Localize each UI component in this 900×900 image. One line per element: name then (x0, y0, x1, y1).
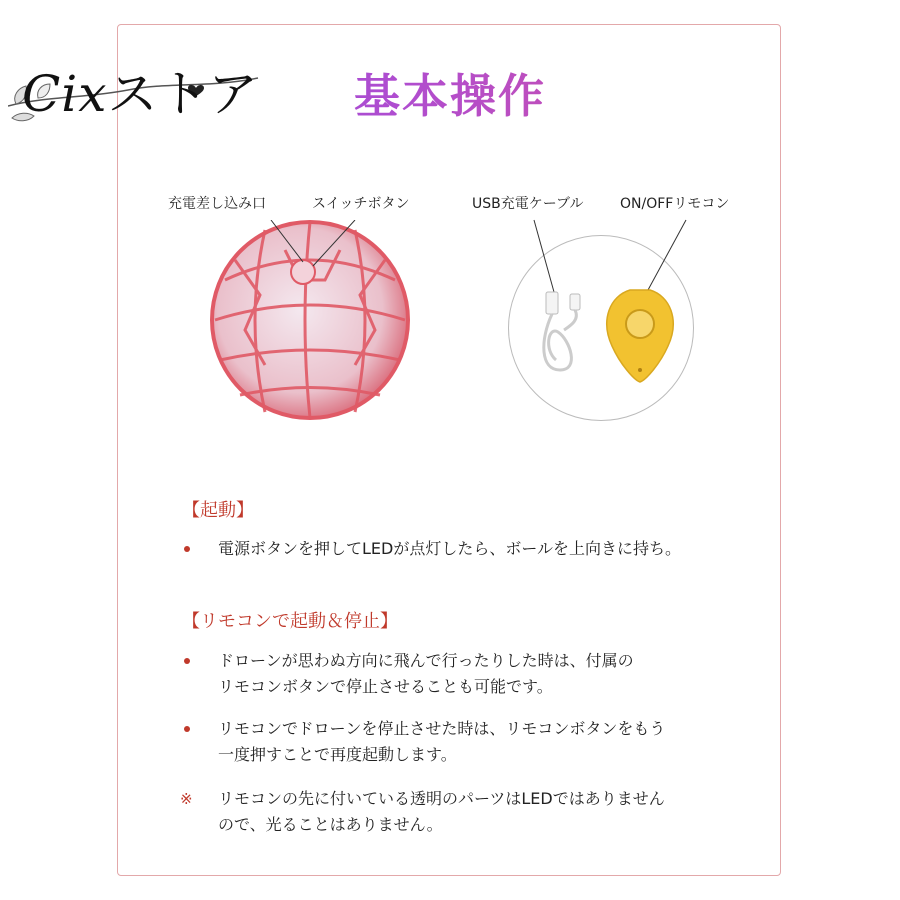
section-remote-heading (182, 607, 398, 633)
list-item (184, 536, 744, 562)
note-item (180, 786, 744, 838)
accessories-image (500, 210, 720, 430)
bullet-icon (184, 546, 190, 552)
switch-button-label: スイッチボタン (312, 196, 410, 212)
usb-cable-icon (544, 292, 580, 370)
note-symbol: ※ (180, 790, 193, 808)
section-title: 【起動】 (182, 500, 254, 521)
page-title: 基本操作 (0, 60, 900, 126)
remote-label: ON/OFFリモコン (620, 196, 730, 212)
note-text: リモコンの先に付いている透明のパーツはLEDではありません ので、光ることはありません。 (218, 789, 665, 834)
item-text: ドローンが思わぬ方向に飛んで行ったりした時は、付属の リモコンボタンで停止させることも可能です。 (218, 651, 634, 696)
list-item (184, 648, 744, 700)
usb-cable-label: USB充電ケーブル (472, 196, 584, 212)
section-startup-heading (182, 496, 254, 522)
charge-port-label: 充電差し込み口 (168, 196, 266, 212)
bullet-icon (184, 658, 190, 664)
remote-icon (607, 290, 673, 382)
section-title: 【リモコンで起動＆停止】 (182, 611, 398, 632)
item-text: 電源ボタンを押してLEDが点灯したら、ボールを上向きに持ち。 (218, 539, 682, 558)
bullet-icon (184, 726, 190, 732)
flying-ball-image (205, 220, 415, 424)
list-item (184, 716, 744, 768)
item-text: リモコンでドローンを停止させた時は、リモコンボタンをもう 一度押すことで再度起動します。 (218, 719, 666, 764)
